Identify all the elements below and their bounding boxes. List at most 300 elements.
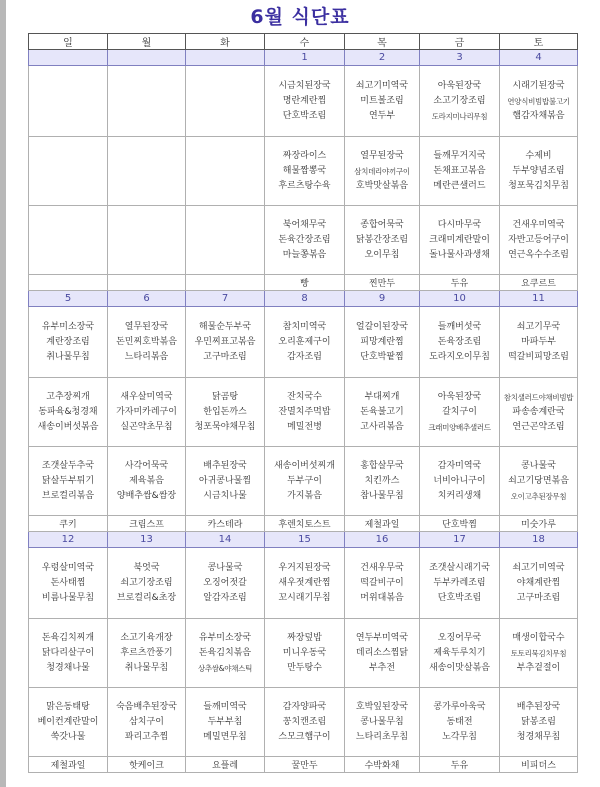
menu-list: [108, 378, 185, 446]
meal-cell: [265, 688, 345, 757]
snack-cell: 제철과일: [29, 757, 108, 773]
menu-list: [265, 66, 344, 136]
menu-item: 새송이버섯찌개: [274, 460, 335, 471]
menu-item: 돈민찌호박볶음: [116, 336, 177, 347]
meal-cell: [265, 307, 345, 378]
date-cell: 3: [420, 50, 500, 66]
meal-cell: [345, 447, 420, 516]
meal-row: [29, 548, 578, 619]
meal-cell: [345, 378, 420, 447]
menu-list: [186, 378, 264, 446]
date-cell: 11: [500, 291, 578, 307]
date-cell: [29, 50, 108, 66]
meal-cell: [345, 66, 420, 137]
day-header: 일: [29, 34, 108, 50]
menu-item: 햄감자채볶음: [512, 110, 565, 121]
menu-item: 참나물무침: [360, 490, 404, 501]
meal-cell: [29, 378, 108, 447]
menu-item: 연두부미역국: [355, 632, 409, 643]
menu-item: 새우살미역국: [120, 391, 173, 402]
menu-item: 오리훈제구이: [278, 336, 331, 347]
day-header: 목: [345, 34, 420, 50]
menu-item: 베이컨계란말이: [37, 716, 99, 727]
menu-list: [500, 307, 577, 377]
menu-item: 돈육간장조림: [278, 234, 331, 245]
snack-cell: 단호박찜: [420, 516, 500, 532]
menu-item: 해물순두부국: [198, 321, 252, 332]
menu-item: 너비아니구이: [433, 475, 486, 486]
date-row: [29, 50, 578, 66]
menu-item: 북엇국: [133, 562, 160, 573]
date-cell: 8: [265, 291, 345, 307]
meal-cell: [265, 619, 345, 688]
menu-list: [500, 66, 577, 136]
menu-item: 동태전: [446, 716, 473, 727]
page-title: 6월 식단표: [250, 6, 350, 28]
menu-item: 오징어젓갈: [203, 577, 247, 588]
snack-cell: 꿀만두: [265, 757, 345, 773]
menu-item: 잔멸치주먹밥: [278, 406, 331, 417]
menu-list: [29, 307, 107, 377]
date-cell: [108, 50, 186, 66]
menu-item: 소고기장조림: [433, 95, 486, 106]
day-header: 월: [108, 34, 186, 50]
menu-item: 자반고등어구이: [508, 234, 569, 245]
menu-item: 명란계란찜: [282, 95, 327, 106]
snack-cell: 비피더스: [500, 757, 578, 773]
menu-item: 아귀콩나물찜: [198, 475, 252, 486]
menu-item: 가자미카레구이: [116, 406, 177, 417]
menu-item: 청경채무침: [516, 731, 561, 742]
menu-item: 북어채무국: [282, 219, 327, 230]
snack-cell: 후렌치토스트: [265, 516, 345, 532]
menu-item: 고구마조림: [203, 351, 247, 362]
date-cell: [186, 50, 265, 66]
menu-list: [108, 447, 185, 515]
menu-item: 닭다리살구이: [41, 647, 95, 658]
menu-item: 콩나물국: [207, 562, 243, 573]
menu-item: 우렁살미역국: [41, 562, 95, 573]
menu-item: 조갯살두추국: [41, 460, 95, 471]
menu-item: 도라지미나리무침: [431, 111, 488, 121]
menu-item: 후르츠깐풍기: [120, 647, 173, 658]
day-of-week-row: [29, 34, 578, 50]
snack-cell: 크림스프: [108, 516, 186, 532]
date-cell: 14: [186, 532, 265, 548]
meal-cell: [29, 447, 108, 516]
menu-list: [186, 137, 264, 205]
menu-item: 수제비: [525, 150, 552, 161]
menu-item: 돈육김치볶음: [198, 647, 252, 658]
meal-cell: [345, 307, 420, 378]
menu-list: [29, 447, 107, 515]
day-header: 토: [500, 34, 578, 50]
menu-item: 감자양파국: [282, 701, 327, 712]
menu-list: [108, 548, 185, 618]
menu-item: 청포묵야채무침: [194, 421, 256, 432]
date-cell: 6: [108, 291, 186, 307]
meal-row: [29, 66, 578, 137]
meal-cell: [108, 66, 186, 137]
menu-list: [265, 688, 344, 756]
menu-list: [420, 619, 499, 687]
menu-list: [186, 206, 264, 274]
meal-cell: [265, 378, 345, 447]
menu-item: 브로컬리볶음: [41, 490, 95, 501]
menu-item: 메란큰샐러드: [433, 180, 486, 191]
snack-row: [29, 757, 578, 773]
menu-item: 크래미양배추샐러드: [428, 422, 491, 432]
meal-row: [29, 619, 578, 688]
menu-item: 콩가루아욱국: [433, 701, 486, 712]
snack-cell: 미숫가루: [500, 516, 578, 532]
menu-list: [186, 688, 264, 756]
snack-cell: 수박화채: [345, 757, 420, 773]
menu-item: 새송이버섯볶음: [37, 421, 99, 432]
menu-item: 돈채표고볶음: [433, 165, 486, 176]
menu-list: [108, 137, 185, 205]
menu-list: [420, 66, 499, 136]
meal-cell: [108, 548, 186, 619]
date-cell: 1: [265, 50, 345, 66]
snack-cell: 요플레: [186, 757, 265, 773]
snack-cell: 두유: [420, 275, 500, 291]
menu-item: 취나물무침: [46, 351, 90, 362]
menu-item: 닭살두부튀기: [41, 475, 95, 486]
meal-cell: [186, 688, 265, 757]
menu-item: 콩나물국: [521, 460, 556, 471]
menu-list: [29, 378, 107, 446]
menu-list: [345, 66, 419, 136]
menu-item: 부대찌개: [364, 391, 400, 402]
snack-cell: 요쿠르트: [500, 275, 578, 291]
meal-cell: [108, 447, 186, 516]
meal-cell: [186, 447, 265, 516]
menu-list: [29, 66, 107, 136]
snack-cell: 카스테라: [186, 516, 265, 532]
meal-row: [29, 137, 578, 206]
menu-item: 치킨까스: [364, 475, 400, 486]
meal-cell: [345, 137, 420, 206]
menu-list: [500, 137, 577, 205]
menu-item: 갈치구이: [442, 406, 477, 417]
menu-item: 꼬시래기무침: [278, 592, 331, 603]
menu-item: 단호박팥찜: [360, 351, 404, 362]
menu-list: [345, 206, 419, 274]
meal-cell: [420, 307, 500, 378]
menu-list: [29, 688, 107, 756]
date-cell: 15: [265, 532, 345, 548]
menu-item: 숙음배추된장국: [116, 701, 177, 712]
meal-cell: [265, 137, 345, 206]
meal-cell: [265, 206, 345, 275]
date-cell: 10: [420, 291, 500, 307]
date-cell: 9: [345, 291, 420, 307]
menu-list: [186, 619, 264, 687]
meal-cell: [186, 548, 265, 619]
meal-cell: [108, 378, 186, 447]
menu-item: 잔치국수: [287, 391, 322, 402]
meal-cell: [186, 206, 265, 275]
menu-item: 피망계란찜: [360, 336, 404, 347]
menu-item: 청경채나물: [46, 662, 90, 673]
meal-cell: [265, 66, 345, 137]
meal-cell: [186, 137, 265, 206]
menu-list: [29, 619, 107, 687]
menu-item: 단호박조림: [437, 592, 482, 603]
meal-cell: [345, 548, 420, 619]
menu-item: 마늘쫑볶음: [282, 249, 327, 260]
menu-list: [420, 206, 499, 274]
meal-cell: [420, 548, 500, 619]
date-cell: 16: [345, 532, 420, 548]
meal-cell: [500, 447, 578, 516]
menu-item: 동파육&청경채: [38, 406, 98, 417]
menu-list: [500, 378, 577, 446]
menu-item: 실곤약초무침: [120, 421, 173, 432]
meal-cell: [186, 66, 265, 137]
date-row: [29, 532, 578, 548]
date-cell: 7: [186, 291, 265, 307]
menu-item: 오징어무국: [437, 632, 482, 643]
menu-item: 두부카레조림: [433, 577, 486, 588]
menu-item: 얼갈이된장국: [355, 321, 409, 332]
menu-list: [420, 137, 499, 205]
meal-cell: [500, 206, 578, 275]
meal-cell: [345, 206, 420, 275]
menu-list: [265, 447, 344, 515]
menu-item: 고추장찌개: [46, 391, 90, 402]
menu-list: [108, 619, 185, 687]
day-header: 수: [265, 34, 345, 50]
menu-item: 유부미소장국: [41, 321, 95, 332]
date-cell: 12: [29, 532, 108, 548]
menu-item: 크래미계란말이: [429, 234, 490, 245]
menu-item: 호박맛살볶음: [355, 180, 409, 191]
menu-item: 매생이합국수: [512, 632, 565, 643]
meal-cell: [500, 137, 578, 206]
menu-item: 짜장라이스: [282, 150, 327, 161]
menu-item: 한입돈까스: [203, 406, 247, 417]
menu-item: 짜장덮밥: [287, 632, 322, 643]
menu-item: 열무된장국: [124, 321, 169, 332]
menu-list: [420, 378, 499, 446]
menu-item: 가지볶음: [287, 490, 322, 501]
meal-cell: [29, 206, 108, 275]
menu-item: 조갯살시래기국: [429, 562, 490, 573]
menu-item: 새송이맛살볶음: [429, 662, 490, 673]
meal-cell: [420, 206, 500, 275]
menu-list: [108, 206, 185, 274]
menu-list: [186, 66, 264, 136]
meal-cell: [420, 447, 500, 516]
menu-list: [108, 66, 185, 136]
meal-cell: [420, 619, 500, 688]
menu-item: 참치샐러드야채비빔밥: [503, 392, 574, 402]
menu-item: 후르츠탕수육: [278, 180, 331, 191]
menu-item: 연근곤약조림: [512, 421, 565, 432]
menu-list: [29, 206, 107, 274]
menu-item: 연양식비빔밥불고기: [507, 96, 570, 106]
menu-item: 연두부: [368, 110, 396, 121]
meal-cell: [500, 378, 578, 447]
menu-item: 쇠고기장조림: [120, 577, 173, 588]
menu-item: 두부양념조림: [512, 165, 565, 176]
menu-item: 닭곰탕: [211, 391, 239, 402]
menu-list: [345, 548, 419, 618]
menu-item: 돌나물사과생채: [429, 249, 490, 260]
menu-list: [108, 307, 185, 377]
left-edge-bar: [0, 0, 6, 787]
menu-item: 참치미역국: [282, 321, 327, 332]
menu-list: [420, 688, 499, 756]
menu-item: 미트볼조림: [360, 95, 404, 106]
menu-item: 다시마무국: [437, 219, 482, 230]
menu-list: [265, 206, 344, 274]
menu-item: 쇠고기미역국: [355, 80, 409, 91]
menu-item: 들깨무거지국: [433, 150, 486, 161]
menu-list: [345, 378, 419, 446]
menu-item: 만두탕수: [287, 662, 322, 673]
meal-cell: [500, 548, 578, 619]
menu-item: 시래기된장국: [512, 80, 565, 91]
menu-list: [420, 447, 499, 515]
menu-item: 상추쌈&야채스틱: [197, 663, 253, 673]
menu-list: [186, 447, 264, 515]
menu-list: [345, 137, 419, 205]
menu-item: 우거지된장국: [278, 562, 331, 573]
menu-item: 맑은동태탕: [46, 701, 90, 712]
menu-item: 돈육불고기: [360, 406, 404, 417]
menu-item: 시금치나물: [203, 490, 247, 501]
menu-item: 메밀전병: [287, 421, 322, 432]
menu-item: 파송송계란국: [512, 406, 565, 417]
menu-item: 아욱된장국: [437, 391, 482, 402]
date-row: [29, 291, 578, 307]
snack-cell: 제철과일: [345, 516, 420, 532]
snack-cell: 찐만두: [345, 275, 420, 291]
day-header: 금: [420, 34, 500, 50]
menu-item: 두부부침: [207, 716, 243, 727]
meal-cell: [108, 688, 186, 757]
date-cell: 17: [420, 532, 500, 548]
menu-item: 도라지오이무침: [429, 351, 490, 362]
menu-item: 종합어묵국: [360, 219, 404, 230]
menu-item: 미니우동국: [282, 647, 327, 658]
menu-list: [500, 619, 577, 687]
menu-list: [265, 307, 344, 377]
menu-list: [108, 688, 185, 756]
menu-item: 청포묵김치무침: [508, 180, 569, 191]
meal-cell: [29, 66, 108, 137]
menu-item: 부추겉절이: [516, 662, 561, 673]
menu-item: 머위대볶음: [360, 592, 404, 603]
meal-cell: [265, 447, 345, 516]
date-cell: 4: [500, 50, 578, 66]
meal-cell: [29, 307, 108, 378]
meal-row: [29, 688, 578, 757]
menu-item: 유부미소장국: [198, 632, 252, 643]
menu-item: 계란장조림: [46, 336, 90, 347]
menu-item: 떡갈비구이: [360, 577, 404, 588]
menu-item: 노각무침: [442, 731, 477, 742]
date-cell: 2: [345, 50, 420, 66]
menu-list: [265, 619, 344, 687]
meal-cell: [108, 619, 186, 688]
menu-item: 양배추쌈&쌈장: [116, 490, 177, 501]
menu-item: 쇠고기미역국: [512, 562, 565, 573]
menu-list: [500, 447, 577, 515]
meal-cell: [186, 378, 265, 447]
snack-row: [29, 516, 578, 532]
menu-item: 메밀면무침: [203, 731, 247, 742]
meal-row: [29, 206, 578, 275]
menu-item: 건새우미역국: [512, 219, 565, 230]
menu-item: 쇠고기무국: [516, 321, 561, 332]
meal-cell: [420, 66, 500, 137]
menu-item: 스모크햄구이: [278, 731, 331, 742]
menu-item: 들깨버섯국: [437, 321, 482, 332]
day-header: 화: [186, 34, 265, 50]
menu-list: [500, 206, 577, 274]
menu-list: [345, 307, 419, 377]
menu-item: 느타리초무침: [355, 731, 409, 742]
menu-item: 두부구이: [287, 475, 322, 486]
menu-item: 꽁치캔조림: [282, 716, 327, 727]
date-cell: 5: [29, 291, 108, 307]
meal-cell: [108, 137, 186, 206]
menu-item: 닭봉간장조림: [355, 234, 409, 245]
meal-row: [29, 378, 578, 447]
meal-cell: [420, 137, 500, 206]
menu-item: 마파두부: [521, 336, 556, 347]
meal-cell: [186, 619, 265, 688]
menu-item: 감자미역국: [437, 460, 482, 471]
meal-cell: [500, 307, 578, 378]
menu-item: 고사리볶음: [360, 421, 404, 432]
menu-item: 아욱된장국: [437, 80, 482, 91]
menu-item: 건새우무국: [360, 562, 404, 573]
menu-list: [265, 378, 344, 446]
meal-cell: [500, 688, 578, 757]
snack-cell: 쿠키: [29, 516, 108, 532]
menu-item: 배추된장국: [516, 701, 561, 712]
menu-item: 해물짬뽕국: [282, 165, 327, 176]
menu-list: [186, 307, 264, 377]
meal-cell: [420, 688, 500, 757]
menu-item: 오이고추된장무침: [510, 491, 567, 501]
menu-item: 홍합살무국: [360, 460, 404, 471]
meal-cell: [108, 307, 186, 378]
menu-table-wrapper: [28, 33, 577, 773]
meal-cell: [29, 688, 108, 757]
menu-item: 들깨미역국: [203, 701, 247, 712]
meal-row: [29, 307, 578, 378]
menu-item: 제육두루치기: [433, 647, 486, 658]
menu-list: [345, 619, 419, 687]
meal-cell: [29, 548, 108, 619]
meal-cell: [186, 307, 265, 378]
menu-item: 부추전: [368, 662, 396, 673]
menu-item: 단호박조림: [282, 110, 327, 121]
meal-cell: [345, 688, 420, 757]
meal-cell: [500, 66, 578, 137]
menu-list: [345, 688, 419, 756]
menu-table: [28, 33, 578, 773]
menu-item: 시금치된장국: [278, 80, 331, 91]
menu-list: [186, 548, 264, 618]
menu-item: 배추된장국: [203, 460, 247, 471]
